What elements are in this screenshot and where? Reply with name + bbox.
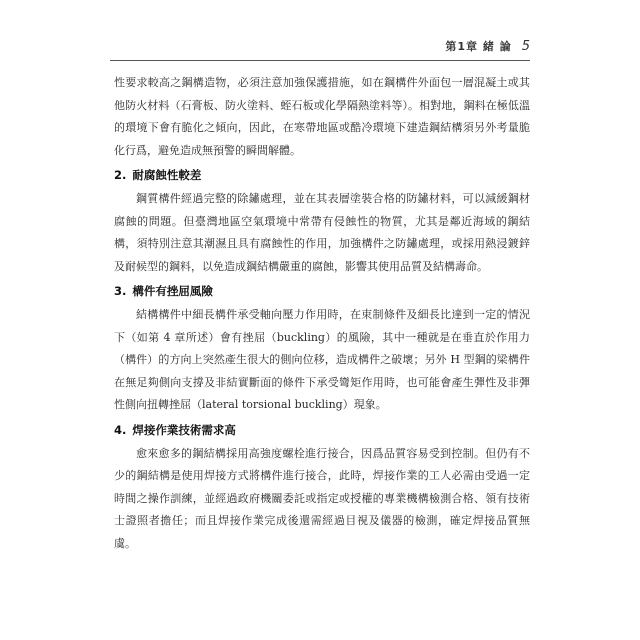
section-title: 焊接作業技術需求高 <box>132 422 236 437</box>
section-paragraph-corrosion: 鋼質構件經過完整的除鏽處理，並在其表層塗裝合格的防鏽材料，可以減緩鋼材腐蝕的問題。但臺灣地區空氣環境中常帶有侵蝕性的物質，尤其是鄰近海域的鋼結構，須特別注意其潮濕且具有腐蝕性的作用，加強構件之防鏽處理，或採用熱浸鍍鋅及耐候型的鋼料，以免造成鋼結構嚴重的腐蝕，影響其使用品質及結構壽命。 <box>114 192 530 273</box>
section-heading-corrosion <box>114 162 530 188</box>
intro-paragraph: 性要求較高之鋼構造物，必須注意加強保護措施，如在鋼構件外面包一層混凝土或其他防火材料（石膏板、防火塗料、蛭石板或化學隔熱塗料等）。相對地，鋼料在極低溫的環境下會有脆化之傾向，因此，在寒帶地區或酷冷環境下建造鋼結構須另外考量脆化行爲，避免造成無預警的瞬間解體。 <box>114 76 530 157</box>
section-number: 2. <box>114 168 127 182</box>
section-paragraph-welding: 愈來愈多的鋼結構採用高強度螺栓進行接合，因爲品質容易受到控制。但仍有不少的鋼結構是使用焊接方式將構件進行接合，此時，焊接作業的工人必需由受過一定時間之操作訓練，並經過政府機關委託或指定或授權的專業機構檢測合格、領有技術士證照者擔任；而且焊接作業完成後還需經過目視及儀器的檢測，確定焊接品質無虞。 <box>114 446 530 550</box>
chapter-title: 第1章 緒 論 <box>445 40 512 53</box>
section-heading-welding <box>114 417 530 443</box>
section-paragraph-buckling: 結構構件中細長構件承受軸向壓力作用時，在束制條件及細長比達到一定的情況下（如第 4 章所述）會有挫屈（buckling）的風險，其中一種就是在垂直於作用力（構件）的方向上突然產生很大的側向位移，造成構件之破壞；另外 H 型鋼的梁構件在無足夠側向支撐及非結實斷面的條件下承受彎矩作用時，也可能會產生彈性及非彈性側向扭轉挫屈（lateral torsional buckling）現象。 <box>114 308 530 411</box>
header-divider <box>110 60 530 61</box>
section-title: 構件有挫屈風險 <box>132 284 213 298</box>
book-page <box>110 36 530 616</box>
section-heading-buckling <box>114 278 530 304</box>
page-body <box>114 72 530 555</box>
page-number: 5 <box>521 38 530 54</box>
running-header <box>445 36 530 56</box>
section-number: 3. <box>114 284 127 298</box>
section-title: 耐腐蝕性較差 <box>132 168 202 182</box>
section-number: 4. <box>114 422 127 437</box>
